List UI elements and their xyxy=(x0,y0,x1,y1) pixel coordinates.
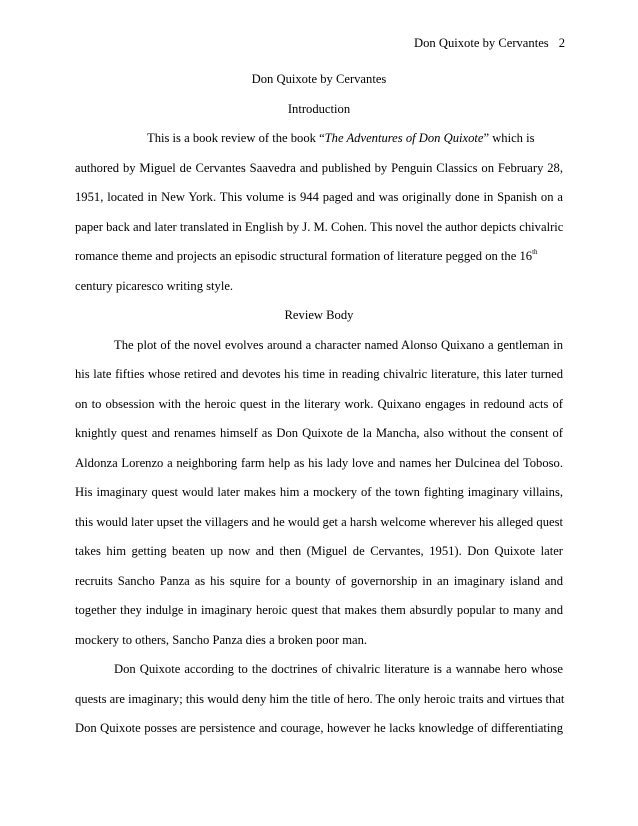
page-number: 2 xyxy=(558,36,565,50)
paragraph-line: mockery to others, Sancho Panza dies a broken poor man. xyxy=(75,632,368,647)
review-paragraph-1 xyxy=(75,331,563,656)
paragraph-line: his late fifties whose retired and devotes his time in reading chivalric literature, this later turned xyxy=(75,367,563,381)
document-title: Don Quixote by Cervantes xyxy=(251,72,387,86)
paragraph-line: this would later upset the villagers and he would get a harsh welcome wherever his alleged quest xyxy=(75,514,563,529)
superscript: th xyxy=(532,248,538,256)
paragraph-line: Don Quixote posses are persistence and courage, however he lacks knowledge of differentiating xyxy=(75,721,563,735)
paragraph-line: authored by Miguel de Cervantes Saavedra and published by Penguin Classics on February 28, xyxy=(75,160,563,175)
paragraph-line: recruits Sancho Panza as his squire for a bounty of governorship in an imaginary island and xyxy=(75,573,563,588)
paragraph-line: takes him getting beaten up now and then (Miguel de Cervantes, 1951). Don Quixote later xyxy=(75,544,563,558)
paragraph-line: Don Quixote according to the doctrines of chivalric literature is a wannabe hero whose xyxy=(114,662,563,676)
paragraph-line: Aldonza Lorenzo a neighboring farm help as his lady love and names her Dulcinea del Toboso. xyxy=(75,455,563,470)
paragraph-line: His imaginary quest would later makes him a mockery of the town fighting imaginary villains, xyxy=(75,485,563,499)
review-body-heading: Review Body xyxy=(284,308,354,322)
introduction-paragraph xyxy=(75,124,563,301)
introduction-heading: Introduction xyxy=(287,101,351,116)
paragraph-line: romance theme and projects an episodic structural formation of literature pegged on the 16th xyxy=(75,248,538,263)
paragraph-line: knightly quest and renames himself as Don Quixote de la Mancha, also without the consent of xyxy=(75,426,563,440)
paragraph-line: together they indulge in imaginary heroic quest that makes them absurdly popular to many and xyxy=(75,603,563,617)
paragraph-line: on to obsession with the heroic quest in the literary work. Quixano engages in redound acts of xyxy=(75,396,563,411)
body-text xyxy=(75,65,563,744)
paragraph-line: 1951, located in New York. This volume is 944 paged and was originally done in Spanish on a xyxy=(75,190,563,204)
paragraph-line: This is a book review of the book “The Adventures of Don Quixote” which is xyxy=(147,131,535,145)
running-head xyxy=(414,36,565,51)
running-title: Don Quixote by Cervantes xyxy=(414,36,549,50)
paragraph-line: paper back and later translated in English by J. M. Cohen. This novel the author depicts chivalric xyxy=(75,219,564,234)
paragraph-line: quests are imaginary; this would deny him the title of hero. The only heroic traits and virtues that xyxy=(75,691,565,706)
paragraph-line: century picaresco writing style. xyxy=(75,278,234,293)
book-title: The Adventures of Don Quixote xyxy=(324,131,484,145)
paragraph-line: The plot of the novel evolves around a character named Alonso Quixano a gentleman in xyxy=(114,337,563,352)
review-paragraph-2 xyxy=(75,655,563,744)
